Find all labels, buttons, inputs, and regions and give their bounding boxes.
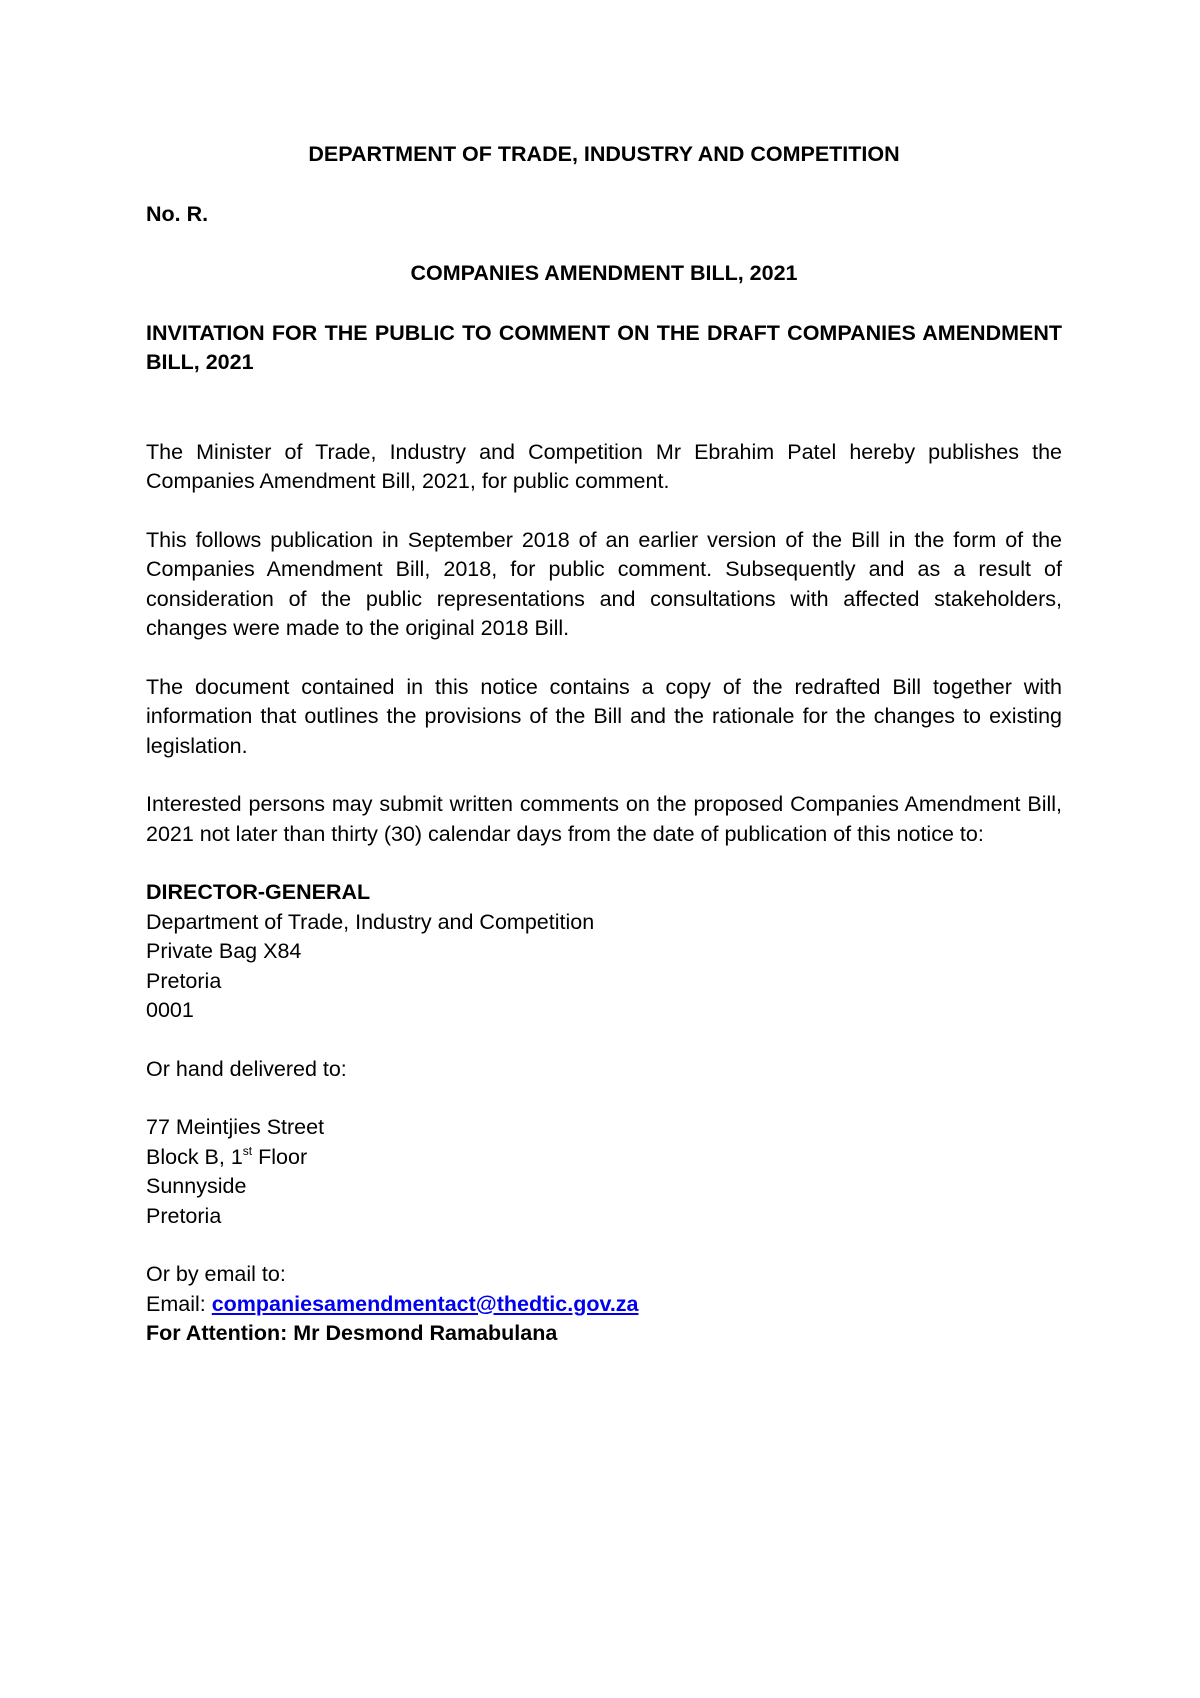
- email-intro: Or by email to:: [146, 1262, 286, 1286]
- paragraph-publication: The Minister of Trade, Industry and Competition Mr Ebrahim Patel hereby publishes the Companies Amendment Bill, 2021, for public comment.: [146, 439, 1062, 493]
- invitation-heading: INVITATION FOR THE PUBLIC TO COMMENT ON THE DRAFT COMPANIES AMENDMENT BILL, 2021: [146, 320, 1062, 374]
- ordinal-suffix: st: [242, 1143, 253, 1158]
- notice-number: No. R.: [146, 201, 209, 226]
- block-prefix: Block B, 1: [146, 1144, 243, 1169]
- attention-line: For Attention: Mr Desmond Ramabulana: [146, 1321, 558, 1345]
- block-suffix: Floor: [252, 1144, 308, 1169]
- email-line: [146, 1290, 1062, 1320]
- suburb-line: Sunnyside: [146, 1174, 247, 1198]
- address-line: Pretoria: [146, 968, 222, 993]
- address-line: 0001: [146, 998, 194, 1022]
- email-link[interactable]: companiesamendmentact@thedtic.gov.za: [211, 1291, 639, 1316]
- paragraph-submission: Interested persons may submit written comments on the proposed Companies Amendment Bill, 2021 not later than thirty (30) calendar days from the date of publication of this notice to:: [146, 792, 1062, 846]
- email-block: [146, 1260, 1062, 1349]
- bill-title: COMPANIES AMENDMENT BILL, 2021: [410, 261, 798, 285]
- hand-delivery-address: [146, 1113, 1062, 1231]
- email-label: Email:: [146, 1291, 212, 1316]
- hand-delivery-intro-block: [146, 1055, 1062, 1085]
- paragraph-contents: The document contained in this notice contains a copy of the redrafted Bill together with information that outlines the provisions of the Bill and the rationale for the changes to existing legislation.: [146, 674, 1062, 758]
- postal-address: [146, 878, 1062, 1026]
- document-content: [146, 140, 1062, 1349]
- address-line: Department of Trade, Industry and Competition: [146, 909, 595, 934]
- street-line: 77 Meintjies Street: [146, 1115, 325, 1139]
- hand-delivery-intro: Or hand delivered to:: [146, 1056, 347, 1081]
- department-title: DEPARTMENT OF TRADE, INDUSTRY AND COMPETITION: [308, 142, 900, 166]
- address-line: Private Bag X84: [146, 939, 302, 963]
- addressee-heading: DIRECTOR-GENERAL: [146, 880, 371, 904]
- block-floor-line: [146, 1143, 1062, 1173]
- city-line: Pretoria: [146, 1203, 222, 1228]
- paragraph-background: This follows publication in September 2018 of an earlier version of the Bill in the form of the Companies Amendment Bill, 2018, for public comment. Subsequently and as a result of consideration of the public representations and consultations with affected stakeholders, changes were made to the original 2018 Bill.: [146, 527, 1062, 640]
